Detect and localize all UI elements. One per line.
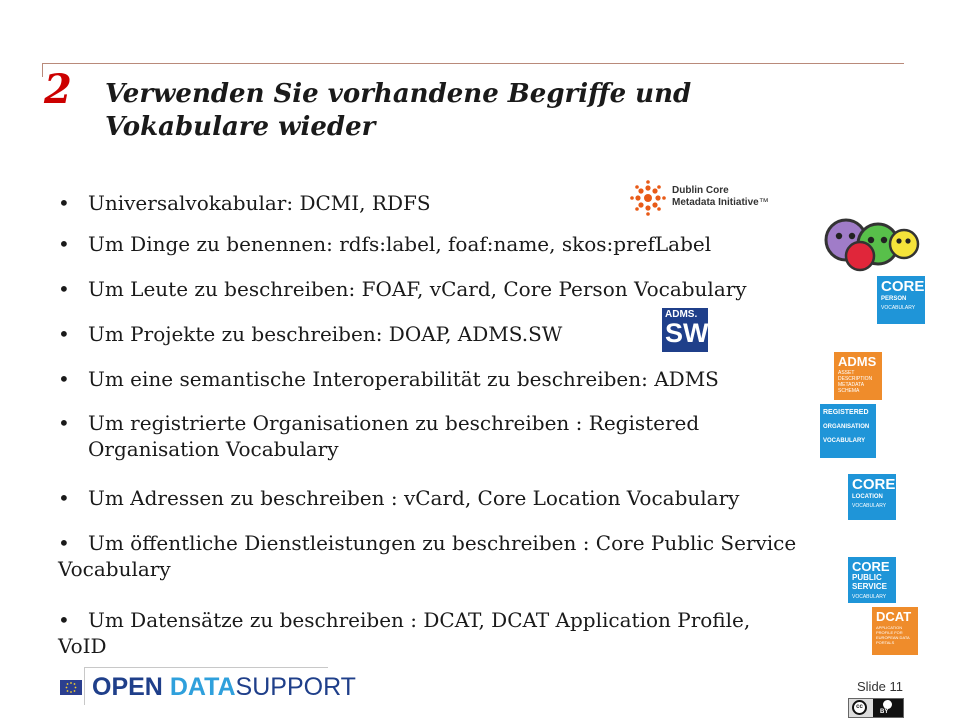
brand-data: DATA xyxy=(169,673,236,701)
bullet-dot: • xyxy=(58,322,70,346)
core-public-service-logo xyxy=(848,557,896,603)
bullet-dot: • xyxy=(58,367,70,391)
bullet-dot: • xyxy=(58,191,70,215)
bullet-text: Um Leute zu beschreiben: FOAF, vCard, Core Person Vocabulary xyxy=(88,277,747,301)
bullet-text-line2: Organisation Vocabulary xyxy=(88,437,339,461)
bullet-item xyxy=(58,231,712,257)
bullet-text: Um eine semantische Interoperabilität zu beschreiben: ADMS xyxy=(88,367,719,391)
bullet-item xyxy=(58,485,740,511)
badge-line2: ORGANISATION xyxy=(823,424,870,430)
bullet-text: Um Projekte zu beschreiben: DOAP, ADMS.SW xyxy=(88,322,563,346)
bullet-dot: • xyxy=(58,608,70,632)
slide-title-line2: Vokabulare wieder xyxy=(105,112,376,142)
badge-sub-text: PERSON xyxy=(881,296,907,302)
dublin-core-line2: Metadata Initiative xyxy=(672,197,759,208)
badge-main-text: SW xyxy=(665,318,709,348)
footer-rule-vertical xyxy=(84,667,85,705)
badge-sub-text: SERVICE xyxy=(852,582,887,591)
dublin-core-logo-text xyxy=(672,185,769,209)
brand-open: OPEN xyxy=(92,673,163,701)
bullet-text-line1: Um registrierte Organisationen zu beschreiben : Registered xyxy=(88,411,700,435)
bullet-item xyxy=(58,530,918,582)
bullet-text-line2: Vocabulary xyxy=(58,557,171,581)
badge-sub2-text: VOCABULARY xyxy=(852,503,887,509)
adms-sw-logo xyxy=(662,308,708,352)
dublin-core-tm: ™ xyxy=(758,197,769,208)
badge-main-text: CORE xyxy=(852,476,896,493)
bullet-text: Um Adressen zu beschreiben : vCard, Core Location Vocabulary xyxy=(88,486,740,510)
badge-sub2-text: APPLICATION PROFILE FOR EUROPEAN DATA PORTALS xyxy=(876,625,910,645)
adms-logo xyxy=(834,352,882,400)
section-number: 2 xyxy=(44,66,72,113)
cc-symbol: cc xyxy=(852,700,867,715)
bullet-text: Universalvokabular: DCMI, RDFS xyxy=(88,191,431,215)
open-data-support-logo xyxy=(92,672,356,702)
badge-sub2-text: ASSET DESCRIPTION METADATA SCHEMA xyxy=(838,370,873,394)
badge-sub-text: LOCATION xyxy=(852,494,883,500)
cc-by-label: BY xyxy=(880,709,889,715)
bullet-dot: • xyxy=(58,232,70,256)
bullet-item xyxy=(58,190,431,216)
bullet-text: Um Dinge zu benennen: rdfs:label, foaf:name, skos:prefLabel xyxy=(88,232,712,256)
badge-sub2-text: VOCABULARY xyxy=(852,594,887,600)
dcat-logo xyxy=(872,607,918,655)
badge-sub2-text: VOCABULARY xyxy=(881,305,916,311)
bullet-dot: • xyxy=(58,531,70,555)
badge-main-text: ADMS xyxy=(838,354,877,369)
cc-person-icon xyxy=(883,700,892,709)
bullet-text-line2: VoID xyxy=(58,634,107,658)
dublin-core-line1: Dublin Core xyxy=(672,185,729,196)
badge-top-text: ADMS. xyxy=(665,309,698,320)
bullet-item xyxy=(58,321,563,347)
bullet-dot: • xyxy=(58,411,70,435)
slide-number-label: Slide 11 xyxy=(857,679,904,694)
bullet-item xyxy=(58,607,878,659)
bullet-text-line1: Um Datensätze zu beschreiben : DCAT, DCAT Application Profile, xyxy=(88,608,751,632)
bullet-dot: • xyxy=(58,277,70,301)
bullet-item xyxy=(58,366,719,392)
badge-line1: REGISTERED xyxy=(823,409,869,416)
eu-flag-icon xyxy=(60,680,82,695)
core-location-vocabulary-logo xyxy=(848,474,896,520)
registered-organisation-logo xyxy=(820,404,876,458)
slide-title-line1: Verwenden Sie vorhandene Begriffe und xyxy=(105,79,692,109)
bullet-text-line1: Um öffentliche Dienstleistungen zu beschreiben : Core Public Service xyxy=(88,531,797,555)
creative-commons-by-icon xyxy=(848,698,904,718)
badge-main-text: CORE xyxy=(881,278,925,295)
footer-rule xyxy=(84,667,328,668)
brand-support: SUPPORT xyxy=(235,673,356,701)
foaf-logo-icon xyxy=(822,214,922,272)
bullet-item xyxy=(58,410,828,462)
badge-line3: VOCABULARY xyxy=(823,438,866,444)
core-person-vocabulary-logo xyxy=(877,276,925,324)
badge-sub-text: PUBLIC xyxy=(852,573,882,582)
badge-main-text: DCAT xyxy=(876,609,912,624)
bullet-item xyxy=(58,276,747,302)
badge-main-text: CORE xyxy=(852,559,890,574)
bullet-dot: • xyxy=(58,486,70,510)
